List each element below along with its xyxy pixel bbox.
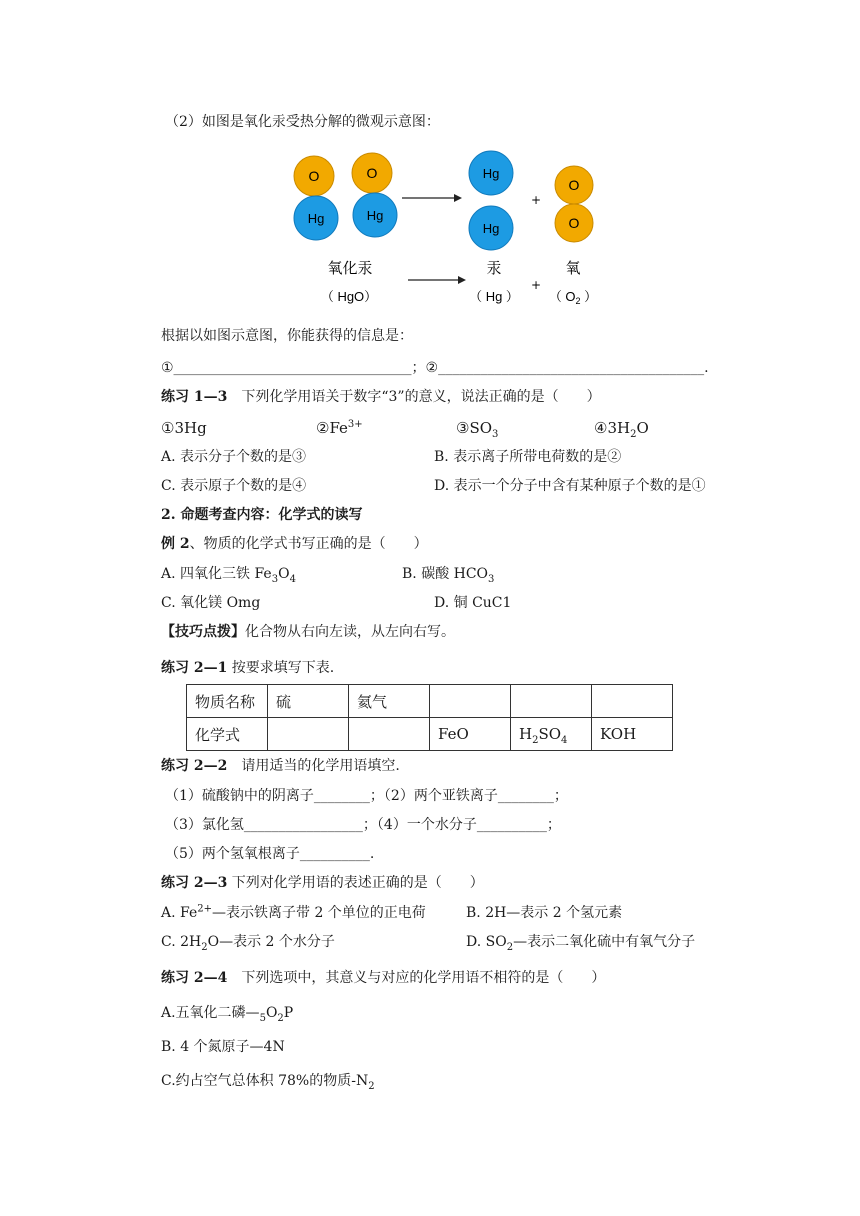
table-cell xyxy=(349,718,430,751)
ex23-option-c: C. $2H_2O—$表示 2 个水分子 xyxy=(161,934,335,953)
table-cell xyxy=(430,685,511,718)
table-cell xyxy=(592,685,673,718)
table-cell xyxy=(268,718,349,751)
label-o2: 氧 xyxy=(565,260,581,277)
svg-text:Hg: Hg xyxy=(482,166,500,181)
formula-table xyxy=(186,684,673,751)
ex22-question: 练习 2—2 请用适当的化学用语填空. xyxy=(161,758,400,774)
ex13-question: 练习 1—3 下列化学用语关于数字“3”的意义，说法正确的是（ ） xyxy=(161,389,601,405)
svg-text:+: + xyxy=(530,193,542,207)
table-row xyxy=(187,718,673,751)
ex2-option-b: B. 碳酸 $HCO_3$ xyxy=(402,566,495,585)
ex13-item-1: ①3Hg xyxy=(161,419,207,437)
ex22-line-3: （5）两个氢氧根离子__________. xyxy=(165,846,375,862)
svg-text:O: O xyxy=(366,165,378,181)
svg-text:Hg: Hg xyxy=(366,208,384,223)
ex2-question: 例 2、物质的化学式书写正确的是（ ） xyxy=(161,536,428,552)
svg-text:O: O xyxy=(568,215,580,231)
table-cell xyxy=(511,685,592,718)
ex24-option-a: A.五氧化二磷$—_5O_2P$ xyxy=(161,1005,294,1024)
ex21-question: 练习 2—1 按要求填写下表. xyxy=(161,660,335,676)
tip: 【技巧点拨】化合物从右向左读，从左向右写。 xyxy=(161,624,455,640)
label-hgo: 氧化汞 xyxy=(327,260,373,277)
ex24-question: 练习 2—4 下列选项中，其意义与对应的化学用语不相符的是（ ） xyxy=(161,970,606,986)
section-heading: 2. 命题考查内容：化学式的读写 xyxy=(161,507,363,523)
ex23-question: 练习 2—3 下列对化学用语的表述正确的是（ ） xyxy=(161,875,484,891)
formula-o2: （ $O_2$ ） xyxy=(548,289,598,306)
ex23-option-b: B. 2H—表示 2 个氢元素 xyxy=(466,905,623,921)
label-hg: 汞 xyxy=(486,260,502,277)
intro-text: （2）如图是氧化汞受热分解的微观示意图： xyxy=(165,114,440,130)
ex23-option-d: D. $SO_2—$表示二氧化硫中有氧气分子 xyxy=(466,934,696,953)
ex24-option-c: C.约占空气总体积 78%的物质$-N_2$ xyxy=(161,1073,375,1092)
svg-text:O: O xyxy=(308,168,320,184)
ex2-option-d: D. 铜 CuC1 xyxy=(434,595,512,611)
info-prompt: 根据以如图示意图，你能获得的信息是： xyxy=(161,328,413,344)
table-row xyxy=(187,685,673,718)
ex2-option-a: A. 四氧化三铁 $Fe_3O_4$ xyxy=(161,566,296,585)
reaction-figure xyxy=(290,148,610,310)
table-cell: $H_2SO_4$ xyxy=(511,718,592,751)
ex13-option-c: C. 表示原子个数的是④ xyxy=(161,478,307,494)
ex13-option-b: B. 表示离子所带电荷数的是② xyxy=(434,449,622,465)
ex13-item-3: $③SO_3$ xyxy=(456,419,499,440)
svg-text:O: O xyxy=(568,177,580,193)
table-cell: 氦气 xyxy=(349,685,430,718)
table-cell: 化学式 xyxy=(187,718,268,751)
ex13-item-2: $②Fe^{3+}$ xyxy=(316,419,363,437)
ex13-item-4: $④3H_2O$ xyxy=(594,419,649,440)
ex23-option-a: A. $Fe^{2+}—$表示铁离子带 2 个单位的正电荷 xyxy=(161,903,426,921)
formula-hg: （ Hg ） xyxy=(469,289,519,304)
ex22-line-1: （1）硫酸钠中的阴离子________；（2）两个亚铁离子________； xyxy=(165,788,568,804)
ex22-line-2: （3）氯化氢_________________；（4）一个水分子__________； xyxy=(165,817,561,833)
ex24-option-b: B. 4 个氮原子—4N xyxy=(161,1039,285,1055)
info-blanks: ①__________________________________；②______________________________________. xyxy=(161,360,709,376)
ex2-option-c: C. 氧化镁 Omg xyxy=(161,595,261,611)
ex13-option-d: D. 表示一个分子中含有某种原子个数的是① xyxy=(434,478,706,494)
svg-text:Hg: Hg xyxy=(482,221,500,236)
table-cell: 硫 xyxy=(268,685,349,718)
table-cell: FeO xyxy=(430,718,511,751)
table-cell: 物质名称 xyxy=(187,685,268,718)
table-cell: KOH xyxy=(592,718,673,751)
svg-text:Hg: Hg xyxy=(307,211,325,226)
svg-text:+: + xyxy=(530,278,542,292)
ex13-option-a: A. 表示分子个数的是③ xyxy=(161,449,307,465)
formula-hgo: （ HgO） xyxy=(320,289,378,304)
